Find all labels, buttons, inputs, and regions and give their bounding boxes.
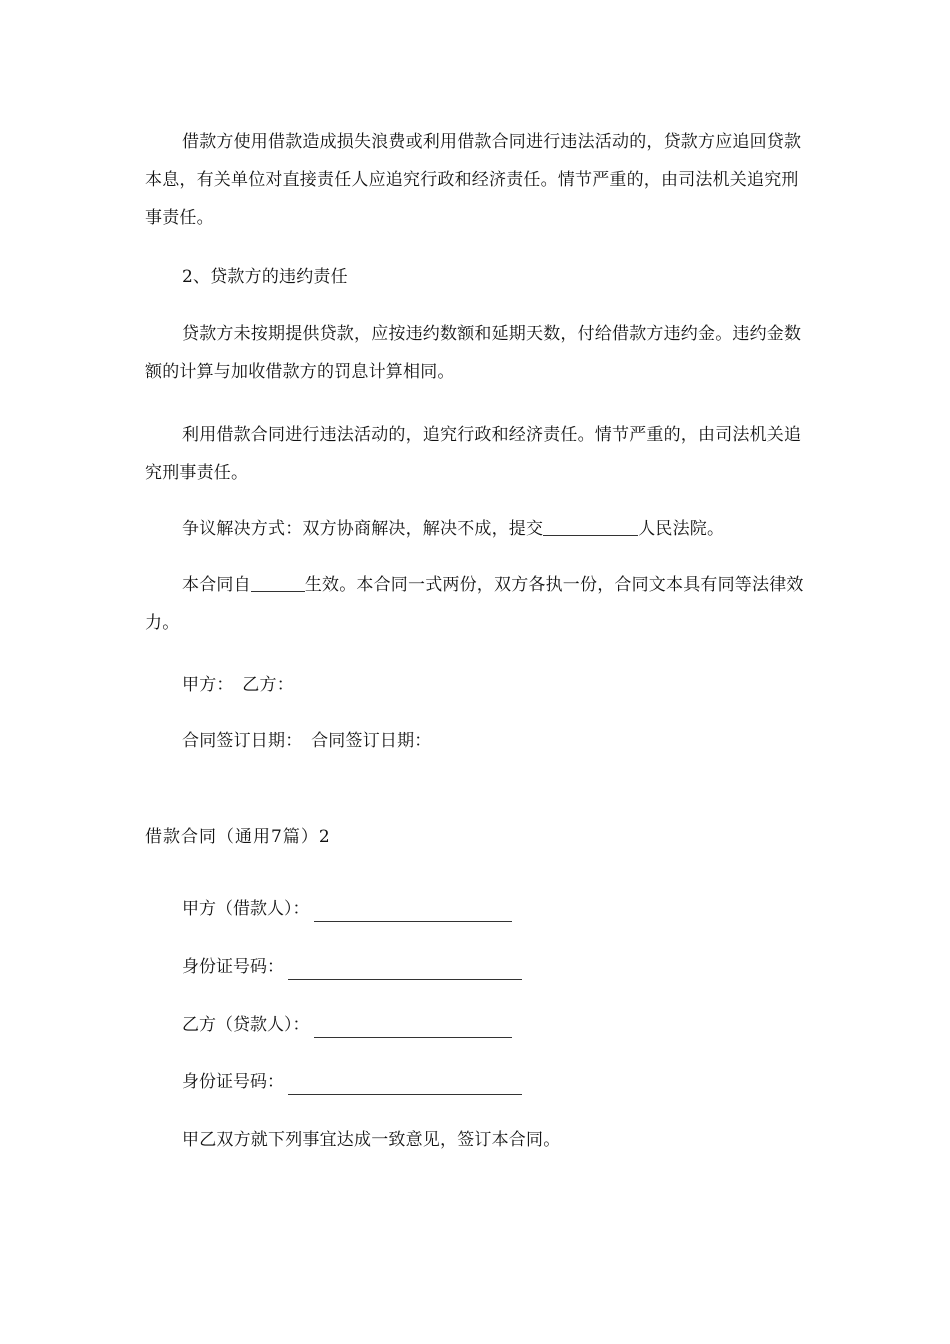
id-a-field xyxy=(182,954,522,980)
paragraph-illegal-activity: 利用借款合同进行违法活动的，追究行政和经济责任。情节严重的，由司法机关追究刑事责任。 xyxy=(145,425,802,483)
party-b-label: 乙方（贷款人）： xyxy=(182,1015,310,1035)
party-a-blank-line xyxy=(314,903,512,922)
paragraph-agreement: 甲乙双方就下列事宜达成一致意见，签订本合同。 xyxy=(182,1130,561,1150)
dispute-text-before: 争议解决方式：双方协商解决，解决不成，提交 xyxy=(182,519,544,539)
paragraph-lender-penalty: 贷款方未按期提供贷款，应按违约数额和延期天数，付给借款方违约金。违约金数额的计算与加收借款方的罚息计算相同。 xyxy=(145,324,802,382)
id-b-blank-line xyxy=(288,1076,522,1095)
party-a-field xyxy=(182,896,512,922)
id-a-label: 身份证号码： xyxy=(182,957,284,977)
id-b-label: 身份证号码： xyxy=(182,1072,284,1092)
effective-date-blank-line xyxy=(251,575,305,592)
paragraph-dispute-resolution xyxy=(145,510,810,548)
section-title: 借款合同（通用7篇）2 xyxy=(145,827,331,847)
id-b-field xyxy=(182,1069,522,1095)
paragraph-borrower-liability: 借款方使用借款造成损失浪费或利用借款合同进行违法活动的，贷款方应追回贷款本息，有关单位对直接责任人应追究行政和经济责任。情节严重的，由司法机关追究刑事责任。 xyxy=(145,132,802,228)
signing-dates: 合同签订日期： 合同签订日期： xyxy=(182,731,432,751)
heading-lender-liability: 2、贷款方的违约责任 xyxy=(182,267,348,287)
dispute-text-after: 人民法院。 xyxy=(638,519,725,539)
party-b-blank-line xyxy=(314,1019,512,1038)
effective-text-after: 生效。本合同一式两份，双方各执一份，合同文本具有同等法律效力。 xyxy=(145,575,804,633)
paragraph-effective-date xyxy=(145,566,810,642)
court-blank-line xyxy=(543,519,638,536)
effective-text-before: 本合同自 xyxy=(182,575,251,595)
id-a-blank-line xyxy=(288,961,522,980)
signature-parties: 甲方： 乙方： xyxy=(182,675,294,695)
party-b-field xyxy=(182,1012,512,1038)
party-a-label: 甲方（借款人）： xyxy=(182,899,310,919)
